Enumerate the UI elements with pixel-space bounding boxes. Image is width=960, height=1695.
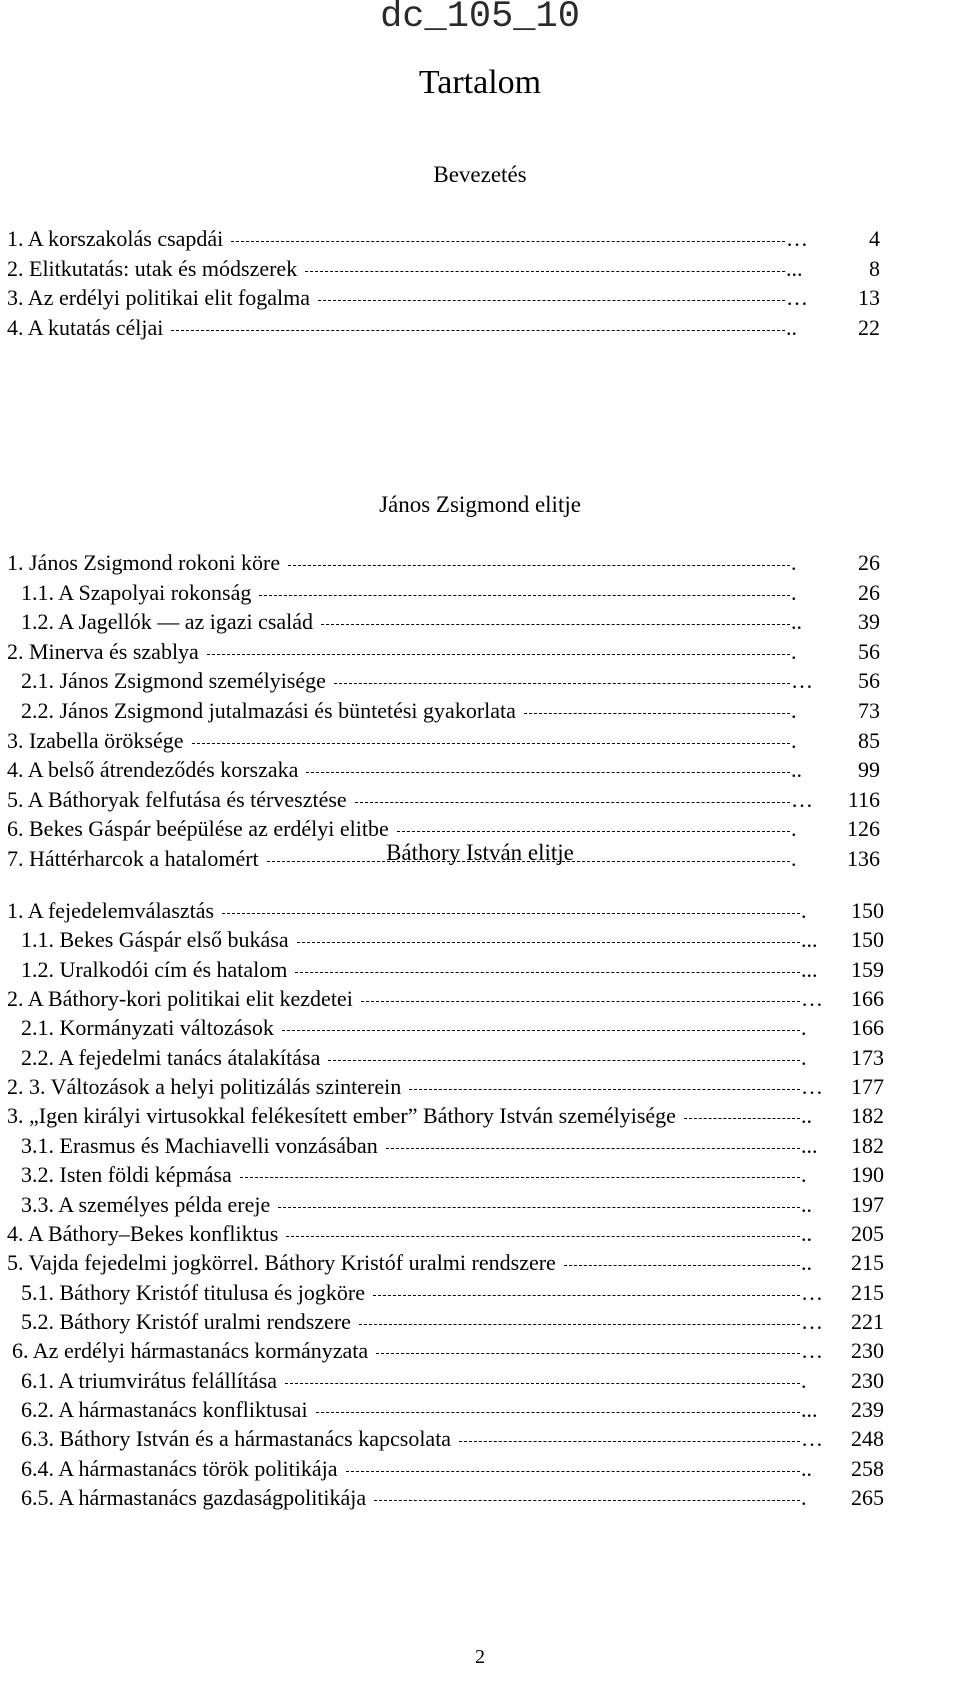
- document-id: dc_105_10: [380, 0, 580, 38]
- toc-entry-label: 1.1. Bekes Gáspár első bukása: [21, 927, 289, 952]
- toc-leader: [524, 713, 790, 714]
- toc-leader-tail: .: [801, 1368, 807, 1393]
- toc-entry: [21, 1013, 884, 1043]
- toc-entry-label: 7. Háttérharcok a hatalomért: [7, 846, 259, 871]
- toc-entry-label: 2.1. János Zsigmond személyisége: [21, 668, 326, 693]
- toc-entry-label: 2.2. János Zsigmond jutalmazási és büntetési gyakorlata: [21, 698, 516, 723]
- toc-entry: [7, 313, 880, 343]
- toc-page-number: 159: [851, 957, 884, 982]
- toc-leader: [346, 1471, 801, 1472]
- toc-leader-tail: ...: [801, 927, 818, 952]
- section-heading-bathory-istvan: Báthory István elitje: [386, 840, 574, 865]
- toc-entry: [12, 1336, 884, 1366]
- toc-leader: [334, 683, 790, 684]
- toc-page-number: 56: [858, 668, 880, 693]
- toc-leader-tail: ..: [801, 1192, 812, 1217]
- toc-leader: [359, 1324, 800, 1325]
- toc-page-number: 56: [858, 639, 880, 664]
- toc-leader: [376, 1353, 800, 1354]
- toc-leader: [374, 1500, 800, 1501]
- toc-leader: [278, 1207, 800, 1208]
- toc-page-number: 215: [851, 1250, 884, 1275]
- toc-leader: [259, 595, 790, 596]
- toc-entry-label: 1. A fejedelemválasztás: [7, 898, 215, 923]
- toc-page-number: 166: [851, 1015, 884, 1040]
- toc-page-number: 126: [847, 816, 880, 841]
- toc-entry-label: 3.1. Erasmus és Machiavelli vonzásában: [21, 1133, 378, 1158]
- toc-entry: [21, 1043, 884, 1073]
- toc-page-number: 136: [847, 846, 880, 871]
- toc-entry-label: 6. Az erdélyi hármastanács kormányzata: [12, 1338, 369, 1363]
- toc-leader: [285, 1383, 800, 1384]
- toc-leader: [222, 913, 800, 914]
- toc-leader-tail: …: [791, 787, 813, 812]
- toc-entry: [7, 984, 884, 1014]
- toc-entry: [7, 1219, 884, 1249]
- toc-entry: [21, 955, 884, 985]
- toc-page-number: 190: [851, 1162, 884, 1187]
- page-title: Tartalom: [418, 64, 542, 101]
- toc-leader-tail: …: [786, 285, 808, 310]
- toc-leader-tail: ..: [791, 609, 802, 634]
- toc-leader: [386, 1148, 800, 1149]
- toc-entry-label: 3.2. Isten földi képmása: [21, 1162, 232, 1187]
- toc-leader: [564, 1265, 800, 1266]
- toc-page-number: 166: [851, 986, 884, 1011]
- toc-entry-label: 6.5. A hármastanács gazdaságpolitikája: [21, 1485, 367, 1510]
- toc-page-number: 22: [858, 315, 880, 340]
- toc-leader: [361, 1001, 800, 1002]
- toc-leader-tail: ..: [801, 1221, 812, 1246]
- toc-entry: [21, 1307, 884, 1337]
- toc-leader: [207, 654, 790, 655]
- toc-page-number: 4: [869, 226, 880, 251]
- toc-entry-label: 5.1. Báthory Kristóf titulusa és jogköre: [21, 1280, 366, 1305]
- toc-page-number: 13: [858, 285, 880, 310]
- toc-leader: [459, 1441, 800, 1442]
- toc-entry: [21, 1483, 884, 1513]
- toc-leader-tail: ..: [801, 1250, 812, 1275]
- toc-entry-label: 5.2. Báthory Kristóf uralmi rendszere: [21, 1309, 351, 1334]
- section-heading-janos-zsigmond: János Zsigmond elitje: [379, 492, 581, 517]
- toc-leader-tail: .: [801, 898, 807, 923]
- toc-entry: [7, 224, 880, 254]
- toc-leader: [267, 861, 790, 862]
- toc-entry-label: 5. A Báthoryak felfutása és térvesztése: [7, 787, 347, 812]
- toc-entry-label: 1.1. A Szapolyai rokonság: [21, 580, 252, 605]
- toc-page-number: 182: [851, 1103, 884, 1128]
- toc-leader: [684, 1118, 800, 1119]
- toc-entry-label: 2. A Báthory-kori politikai elit kezdetei: [7, 986, 353, 1011]
- toc-entry: [7, 896, 884, 926]
- toc-leader: [397, 831, 790, 832]
- toc-entry-label: 2.2. A fejedelmi tanács átalakítása: [21, 1045, 321, 1070]
- toc-leader-tail: .: [791, 816, 797, 841]
- toc-page-number: 177: [851, 1074, 884, 1099]
- toc-entry-label: 1. János Zsigmond rokoni köre: [7, 550, 281, 575]
- toc-leader-tail: .: [791, 846, 797, 871]
- toc-leader-tail: …: [801, 1309, 823, 1334]
- toc-leader: [240, 1177, 800, 1178]
- toc-page-number: 116: [847, 787, 880, 812]
- toc-page-number: 26: [858, 550, 880, 575]
- toc-leader-tail: …: [801, 1338, 823, 1363]
- toc-leader-tail: .: [791, 580, 797, 605]
- toc-leader-tail: ..: [801, 1103, 812, 1128]
- toc-entry-label: 6.4. A hármastanács török politikája: [21, 1456, 338, 1481]
- toc-entry: [21, 1366, 884, 1396]
- toc-leader: [297, 942, 800, 943]
- toc-entry: [7, 1101, 884, 1131]
- toc-leader-tail: …: [801, 1074, 823, 1099]
- toc-entry-label: 4. A kutatás céljai: [7, 315, 164, 340]
- toc-entry: [21, 1131, 884, 1161]
- toc-entry: [7, 844, 880, 874]
- toc-page-number: 205: [851, 1221, 884, 1246]
- toc-leader-tail: …: [791, 668, 813, 693]
- toc-leader: [373, 1295, 800, 1296]
- toc-leader: [318, 300, 785, 301]
- toc-leader-tail: .: [791, 728, 797, 753]
- toc-entry: [7, 785, 880, 815]
- toc-leader: [305, 271, 785, 272]
- toc-page-number: 8: [869, 256, 880, 281]
- toc-entry: [7, 637, 880, 667]
- toc-page-number: 230: [851, 1338, 884, 1363]
- toc-entry: [21, 666, 880, 696]
- toc-leader-tail: .: [791, 698, 797, 723]
- toc-leader-tail: …: [801, 1280, 823, 1305]
- toc-page-number: 215: [851, 1280, 884, 1305]
- toc-leader-tail: .: [791, 550, 797, 575]
- toc-entry: [21, 1395, 884, 1425]
- toc-entry: [21, 1424, 884, 1454]
- toc-entry: [7, 254, 880, 284]
- toc-page-number: 265: [851, 1485, 884, 1510]
- toc-entry-label: 2.1. Kormányzati változások: [21, 1015, 274, 1040]
- toc-entry-label: 3. „Igen királyi virtusokkal felékesített ember” Báthory István személyisége: [7, 1103, 676, 1128]
- toc-entry-label: 3. Izabella öröksége: [7, 728, 184, 753]
- toc-page-number: 85: [858, 728, 880, 753]
- toc-entry: [21, 1454, 884, 1484]
- toc-entry: [21, 696, 880, 726]
- toc-leader: [306, 772, 790, 773]
- toc-entry: [21, 1190, 884, 1220]
- toc-entry-label: 2. 3. Változások a helyi politizálás szinterein: [7, 1074, 402, 1099]
- toc-leader: [321, 624, 790, 625]
- toc-leader: [328, 1060, 800, 1061]
- toc-page-number: 182: [851, 1133, 884, 1158]
- toc-entry-label: 2. Elitkutatás: utak és módszerek: [7, 256, 298, 281]
- toc-leader: [409, 1089, 800, 1090]
- toc-leader-tail: .: [801, 1015, 807, 1040]
- toc-entry-label: 6.1. A triumvirátus felállítása: [21, 1368, 278, 1393]
- toc-leader-tail: …: [786, 226, 808, 251]
- toc-page-number: 173: [851, 1045, 884, 1070]
- toc-page-number: 26: [858, 580, 880, 605]
- toc-entry-label: 2. Minerva és szablya: [7, 639, 199, 664]
- toc-leader: [355, 802, 790, 803]
- section-heading-intro: Bevezetés: [433, 162, 527, 187]
- toc-page-number: 230: [851, 1368, 884, 1393]
- toc-leader-tail: ...: [801, 1397, 818, 1422]
- page-number: 2: [475, 1646, 485, 1668]
- toc-page-number: 197: [851, 1192, 884, 1217]
- toc-entry-label: 1. A korszakolás csapdái: [7, 226, 224, 251]
- toc-leader-tail: …: [801, 1426, 823, 1451]
- toc-page-number: 150: [851, 927, 884, 952]
- toc-entry: [21, 1278, 884, 1308]
- toc-leader-tail: ...: [786, 256, 803, 281]
- toc-page-number: 258: [851, 1456, 884, 1481]
- toc-leader: [295, 972, 800, 973]
- toc-leader-tail: ..: [791, 757, 802, 782]
- toc-leader-tail: ..: [801, 1456, 812, 1481]
- toc-leader: [288, 565, 790, 566]
- toc-entry-label: 3. Az erdélyi politikai elit fogalma: [7, 285, 311, 310]
- toc-entry: [7, 283, 880, 313]
- toc-leader: [171, 330, 785, 331]
- toc-leader: [231, 241, 785, 242]
- toc-leader: [316, 1412, 800, 1413]
- toc-leader: [192, 743, 790, 744]
- toc-entry: [21, 607, 880, 637]
- toc-entry: [7, 814, 880, 844]
- toc-page-number: 150: [851, 898, 884, 923]
- toc-entry-label: 1.2. A Jagellók — az igazi család: [21, 609, 314, 634]
- toc-page-number: 73: [858, 698, 880, 723]
- toc-entry: [7, 755, 880, 785]
- toc-entry-label: 1.2. Uralkodói cím és hatalom: [21, 957, 288, 982]
- toc-leader-tail: .: [801, 1162, 807, 1187]
- toc-page-number: 239: [851, 1397, 884, 1422]
- toc-leader-tail: ...: [801, 1133, 818, 1158]
- toc-page-number: 221: [851, 1309, 884, 1334]
- toc-leader-tail: .: [801, 1045, 807, 1070]
- toc-leader-tail: …: [801, 986, 823, 1011]
- toc-entry: [7, 726, 880, 756]
- toc-entry: [21, 925, 884, 955]
- toc-leader-tail: ...: [801, 957, 818, 982]
- toc-entry-label: 5. Vajda fejedelmi jogkörrel. Báthory Kristóf uralmi rendszere: [7, 1250, 556, 1275]
- toc-page-number: 248: [851, 1426, 884, 1451]
- toc-entry: [21, 1160, 884, 1190]
- toc-leader-tail: .: [791, 639, 797, 664]
- toc-page-number: 39: [858, 609, 880, 634]
- toc-entry-label: 4. A Báthory–Bekes konfliktus: [7, 1221, 279, 1246]
- toc-leader-tail: .: [801, 1485, 807, 1510]
- toc-entry-label: 6.3. Báthory István és a hármastanács kapcsolata: [21, 1426, 452, 1451]
- toc-page-number: 99: [858, 757, 880, 782]
- toc-entry: [7, 1248, 884, 1278]
- toc-entry-label: 6. Bekes Gáspár beépülése az erdélyi elitbe: [7, 816, 389, 841]
- toc-entry-label: 6.2. A hármastanács konfliktusai: [21, 1397, 308, 1422]
- toc-entry-label: 4. A belső átrendeződés korszaka: [7, 757, 299, 782]
- toc-entry-label: 3.3. A személyes példa ereje: [21, 1192, 271, 1217]
- toc-entry: [7, 548, 880, 578]
- toc-leader: [282, 1030, 800, 1031]
- toc-entry: [7, 1072, 884, 1102]
- toc-entry: [21, 578, 880, 608]
- toc-leader: [286, 1236, 800, 1237]
- toc-leader-tail: ..: [786, 315, 797, 340]
